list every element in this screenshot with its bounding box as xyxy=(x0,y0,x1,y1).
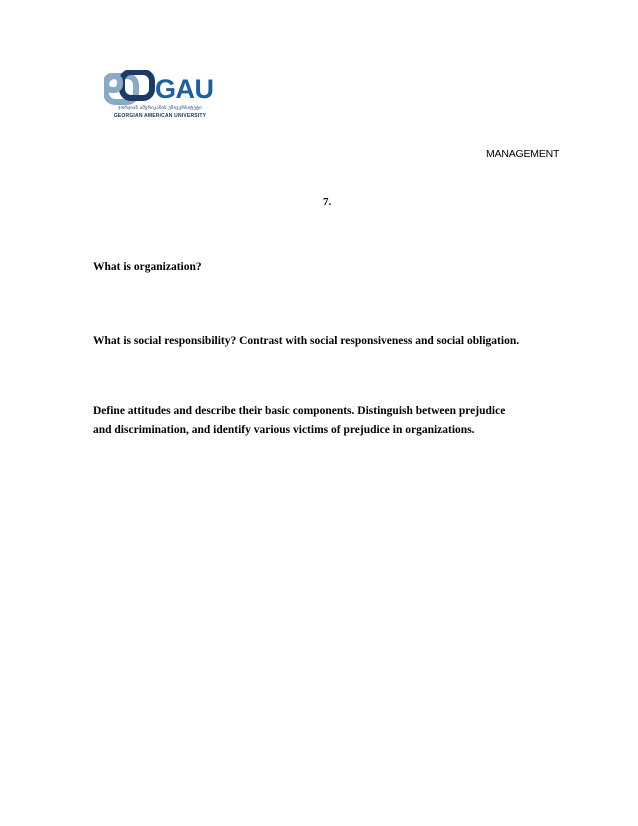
question-3-line-2: and discrimination, and identify various victims of prejudice in organizations. xyxy=(93,424,475,436)
subject-heading: MANAGEMENT xyxy=(486,148,560,160)
question-3 xyxy=(93,402,505,440)
interlocking-chain-logo-icon xyxy=(104,70,156,106)
university-logo xyxy=(104,70,214,122)
logo-georgian-name: ჯორჯიან ამერიკანის უნივერსიტეტი xyxy=(118,106,202,111)
question-1-text: What is organization? xyxy=(93,261,202,273)
question-3-line-1: Define attitudes and describe their basic components. Distinguish between prejudice xyxy=(93,405,506,417)
logo-wordmark: GAU xyxy=(155,74,214,104)
logo-english-name: GEORGIAN AMERICAN UNIVERSITY xyxy=(113,113,207,119)
question-2-text: What is social responsibility? Contrast with social responsiveness and social obligation. xyxy=(93,335,520,347)
question-2 xyxy=(93,332,519,351)
lecture-number: 7. xyxy=(323,196,332,208)
question-1 xyxy=(93,258,202,277)
